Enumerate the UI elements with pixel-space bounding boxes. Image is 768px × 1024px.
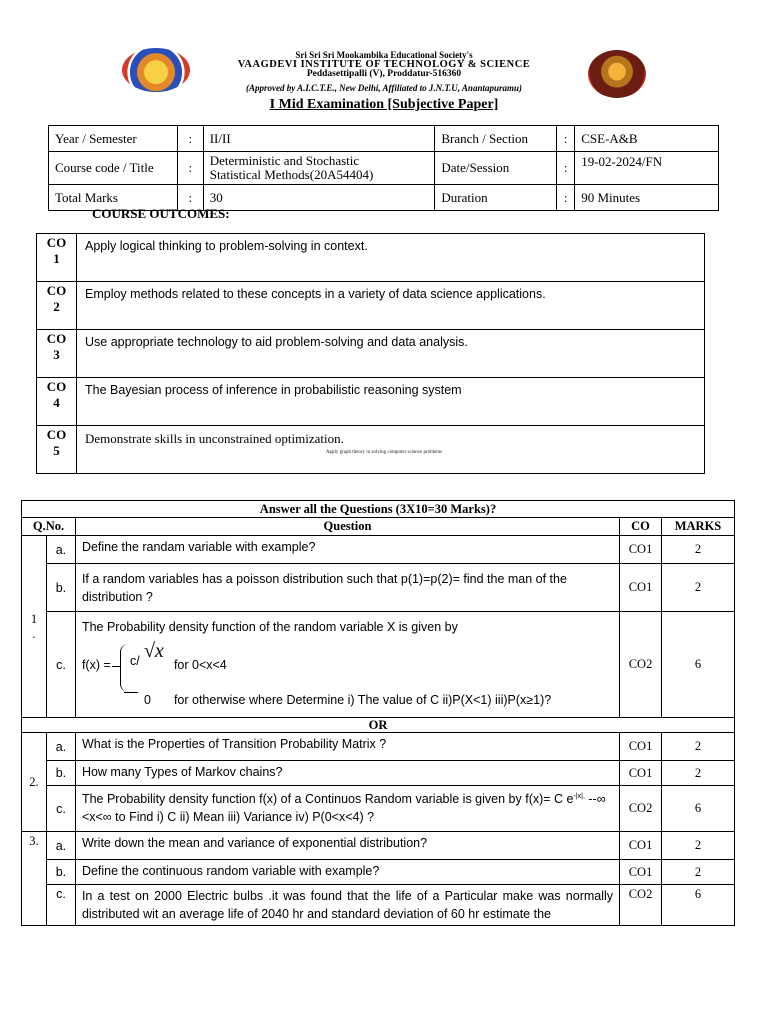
date-value: 19-02-2024/FN — [575, 152, 719, 185]
colon: : — [177, 185, 203, 211]
co-id: CO 3 — [37, 330, 77, 378]
year-value: II/II — [203, 126, 435, 152]
pdf-intro: The Probability density function of the random variable X is given by — [81, 620, 458, 634]
question-text: What is the Properties of Transition Probability Matrix ? — [75, 733, 619, 761]
brace-shape — [120, 644, 129, 692]
question-row — [22, 536, 735, 564]
pdf-condition-2: for otherwise where Determine i) The value of C ii)P(X<1) iii)P(x≥1)? — [173, 693, 552, 707]
exam-info-table — [48, 125, 719, 211]
question-text: Define the continuous random variable with example? — [75, 860, 619, 885]
question-marks: 2 — [662, 860, 735, 885]
questions-instruction: Answer all the Questions (3X10=30 Marks)? — [22, 501, 735, 518]
question-text: In a test on 2000 Electric bulbs .it was found that the life of a Particular make was normally distributed wit an average life of 2040 hr and standard deviation of 60 hr estimate the — [75, 885, 619, 926]
sub-question-label: b. — [46, 564, 75, 612]
exam-title: I Mid Examination [Subjective Paper] — [269, 97, 499, 112]
colon: : — [557, 126, 575, 152]
institute-address: Peddasettipalli (V), Proddatur-516360 — [306, 69, 462, 79]
question-text: How many Types of Markov chains? — [75, 761, 619, 786]
branch-label: Branch / Section — [435, 126, 557, 152]
question-text: The Probability density function f(x) of a Continuos Random variable is given by f(x)= C $e^{-|x|,}$ --∞ <x<∞ to Find i) C ii) Mean iii) Variance iv) P(0<x<4) ? — [75, 786, 619, 832]
question-marks: 6 — [662, 885, 735, 926]
society-name: Sri Sri Sri Mookambika Educational Society's — [295, 50, 473, 60]
or-separator: OR — [22, 718, 735, 733]
course-label: Course code / Title — [49, 152, 178, 185]
question-row — [22, 885, 735, 926]
question-co: CO1 — [620, 733, 662, 761]
pdf-c: c/ — [129, 654, 140, 668]
question-number: 3. — [22, 832, 47, 926]
co-id: CO 2 — [37, 282, 77, 330]
course-value — [203, 152, 435, 185]
brace-tick — [112, 666, 120, 667]
duration-label: Duration — [435, 185, 557, 211]
course-value-line1: Deterministic and Stochastic — [209, 153, 360, 168]
question-co: CO2 — [620, 612, 662, 718]
co-id: CO 4 — [37, 378, 77, 426]
col-header-qno: Q.No. — [22, 518, 76, 536]
sub-question-label: c. — [46, 786, 75, 832]
co-row — [37, 378, 705, 426]
question-row — [22, 733, 735, 761]
co-description: Use appropriate technology to aid problem-solving and data analysis. — [77, 330, 705, 378]
question-co: CO2 — [620, 885, 662, 926]
question-co: CO1 — [620, 536, 662, 564]
co-row — [37, 282, 705, 330]
marks-label: Total Marks — [49, 185, 178, 211]
branch-value: CSE-A&B — [575, 126, 719, 152]
co-id: CO 5 — [37, 426, 77, 474]
co-id: CO 1 — [37, 234, 77, 282]
col-header-co: CO — [620, 518, 662, 536]
question-co: CO1 — [620, 832, 662, 860]
colon: : — [557, 152, 575, 185]
question-marks: 6 — [662, 612, 735, 718]
question-row — [22, 612, 735, 718]
question-text: Write down the mean and variance of exponential distribution? — [75, 832, 619, 860]
question-co: CO1 — [620, 860, 662, 885]
question-number: 1 . — [22, 536, 47, 718]
co-description: The Bayesian process of inference in probabilistic reasoning system — [77, 378, 705, 426]
pdf-zero: 0 — [143, 693, 151, 707]
exponent: -|x|, — [573, 793, 585, 800]
col-header-marks: MARKS — [662, 518, 735, 536]
question-row — [22, 832, 735, 860]
question-number: 2. — [22, 733, 47, 832]
colon: : — [557, 185, 575, 211]
question-marks: 2 — [662, 761, 735, 786]
question-co: CO2 — [620, 786, 662, 832]
question-text: If a random variables has a poisson distribution such that p(1)=p(2)= find the man of the distribution ? — [75, 564, 619, 612]
colon: : — [177, 126, 203, 152]
question-co: CO1 — [620, 564, 662, 612]
sub-question-label: a. — [46, 536, 75, 564]
co-footnote: Apply graph theory in solving computer science problems — [325, 450, 443, 455]
question-text — [75, 612, 619, 718]
approval-note: (Approved by A.I.C.T.E., New Delhi, Affiliated to J.N.T.U, Anantapuramu) — [246, 83, 522, 93]
sub-question-label: b. — [46, 860, 75, 885]
sub-question-label: b. — [46, 761, 75, 786]
pdf-fx: f(x) = — [81, 658, 111, 672]
course-outcomes-heading: COURSE OUTCOMES: — [92, 206, 230, 221]
col-header-question: Question — [75, 518, 619, 536]
pdf-sqrt: √x — [143, 640, 164, 662]
co-description: Apply logical thinking to problem-solving in context. — [77, 234, 705, 282]
question-co: CO1 — [620, 761, 662, 786]
question-marks: 6 — [662, 786, 735, 832]
co-row — [37, 330, 705, 378]
question-row — [22, 860, 735, 885]
co-description: Employ methods related to these concepts in a variety of data science applications. — [77, 282, 705, 330]
question-marks: 2 — [662, 536, 735, 564]
question-row — [22, 786, 735, 832]
date-label: Date/Session — [435, 152, 557, 185]
institute-name: VAAGDEVI INSTITUTE OF TECHNOLOGY & SCIENCE — [237, 59, 531, 70]
sub-question-label: a. — [46, 832, 75, 860]
sub-question-label: c. — [46, 612, 75, 718]
sub-question-label: a. — [46, 733, 75, 761]
question-text: Define the randam variable with example? — [75, 536, 619, 564]
pdf-definition — [82, 614, 613, 710]
question-marks: 2 — [662, 564, 735, 612]
question-row — [22, 761, 735, 786]
course-outcomes-table — [36, 233, 705, 474]
course-value-line2: Statistical Methods(20A54404) — [209, 167, 374, 182]
brace-tail — [124, 692, 138, 693]
marks-value: 30 — [203, 185, 435, 211]
question-marks: 2 — [662, 832, 735, 860]
pdf-condition-1: for 0<x<4 — [173, 658, 227, 672]
duration-value: 90 Minutes — [575, 185, 719, 211]
question-marks: 2 — [662, 733, 735, 761]
question-row — [22, 564, 735, 612]
questions-table — [21, 500, 735, 926]
colon: : — [177, 152, 203, 185]
co-row — [37, 234, 705, 282]
year-label: Year / Semester — [49, 126, 178, 152]
co-description: Demonstrate skills in unconstrained optimization. — [77, 426, 705, 474]
sub-question-label: c. — [46, 885, 75, 926]
